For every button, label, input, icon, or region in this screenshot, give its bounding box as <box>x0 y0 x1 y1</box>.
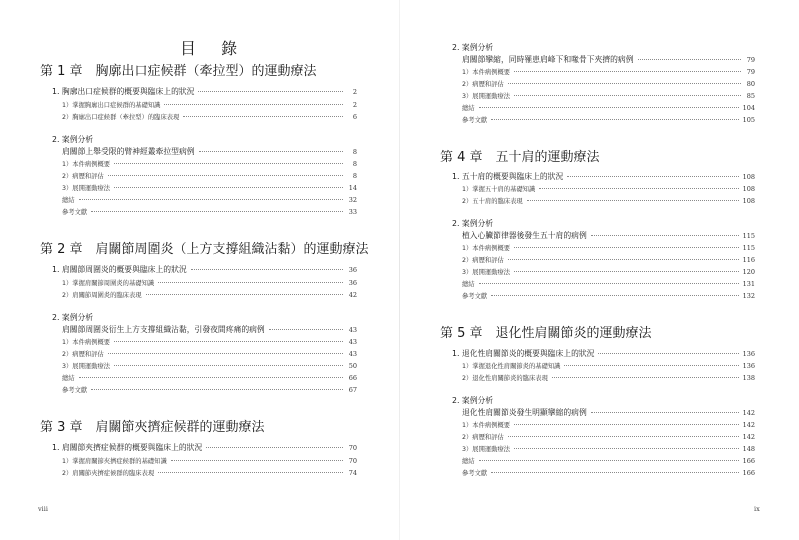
entry-label: 參考文獻 <box>62 387 88 394</box>
entry-label: 總結 <box>462 105 475 112</box>
dot-leader <box>108 353 343 354</box>
toc-entry-ch4-summary[interactable] <box>462 279 755 288</box>
chapter-3-title: 第 3 章 肩關節夾擠症候群的運動療法 <box>40 420 265 435</box>
page-number: 104 <box>742 104 755 112</box>
page-number: 148 <box>742 445 755 453</box>
toc-entry-ch4-overview-item-1[interactable] <box>462 184 755 193</box>
toc-entry-ch3-case-item-3[interactable] <box>462 91 755 100</box>
entry-label: 參考文獻 <box>462 293 488 300</box>
entry-label: 3）展開運動療法 <box>62 185 111 192</box>
toc-entry-ch1-overview[interactable] <box>52 86 357 97</box>
dot-leader <box>114 187 343 188</box>
dot-leader <box>598 353 738 354</box>
ch5-case-heading: 2. 案例分析 <box>452 396 494 405</box>
dot-leader <box>198 91 343 92</box>
dot-leader <box>79 377 343 378</box>
entry-label: 2）胸廓出口症候群（牽拉型）的臨床表現 <box>62 114 180 121</box>
entry-label: 2）退化性肩關節炎的臨床表現 <box>462 375 548 382</box>
chapter-2-title: 第 2 章 肩關節周圍炎（上方支撐組織沾黏）的運動療法 <box>40 242 369 257</box>
dot-leader <box>114 163 343 164</box>
toc-entry-ch4-case-item-1[interactable] <box>462 243 755 252</box>
left-folio: viii <box>38 505 48 513</box>
page-number: 32 <box>348 196 357 204</box>
toc-entry-ch5-references[interactable] <box>462 468 755 477</box>
toc-entry-ch5-overview-item-1[interactable] <box>462 361 755 370</box>
dot-leader <box>479 283 739 284</box>
entry-label: 肩關節上舉受限的臂神經叢牽拉型病例 <box>62 147 195 156</box>
dot-leader <box>552 377 739 378</box>
toc-heading: 目 錄 <box>180 39 248 58</box>
dot-leader <box>146 294 343 295</box>
entry-label: 2）病歷和評估 <box>62 351 104 358</box>
dot-leader <box>108 175 343 176</box>
toc-entry-ch3-case-item-2[interactable] <box>462 79 755 88</box>
toc-entry-ch4-overview[interactable] <box>452 171 755 182</box>
toc-entry-ch1-summary[interactable] <box>62 195 357 204</box>
toc-entry-ch1-case-item-2[interactable] <box>62 171 357 180</box>
ch2-case-heading: 2. 案例分析 <box>52 313 94 322</box>
page-number: 80 <box>746 80 755 88</box>
dot-leader <box>514 95 741 96</box>
page-number: 66 <box>348 374 357 382</box>
entry-label: 2）病歷和評估 <box>62 173 104 180</box>
dot-leader <box>206 447 343 448</box>
entry-label: 1）掌握肩關節夾擠症候群的基礎知識 <box>62 458 167 465</box>
entry-label: 1）本件病例概要 <box>62 339 111 346</box>
dot-leader <box>183 116 343 117</box>
toc-entry-ch2-case-item-1[interactable] <box>62 337 357 346</box>
entry-label: 植入心臟節律器後發生五十肩的病例 <box>462 231 587 240</box>
toc-entry-ch1-case-item-3[interactable] <box>62 183 357 192</box>
toc-entry-ch5-overview-item-2[interactable] <box>462 373 755 382</box>
page-number: 67 <box>348 386 357 394</box>
page-number: 131 <box>742 280 755 288</box>
dot-leader <box>491 472 738 473</box>
page-number: 108 <box>742 197 755 205</box>
left-page <box>0 0 399 540</box>
dot-leader <box>591 412 739 413</box>
entry-label: 總結 <box>62 197 75 204</box>
page-number: 8 <box>352 172 357 180</box>
page-number: 2 <box>352 101 357 109</box>
page-number: 8 <box>352 160 357 168</box>
page-number: 166 <box>742 457 755 465</box>
entry-label: 1）掌握胸廓出口症候群的基礎知識 <box>62 102 161 109</box>
entry-label: 2）五十肩的臨床表現 <box>462 198 523 205</box>
page-number: 70 <box>348 457 357 465</box>
page-number: 142 <box>742 421 755 429</box>
page-number: 120 <box>742 268 755 276</box>
ch1-case-heading: 2. 案例分析 <box>52 135 94 144</box>
toc-entry-ch2-overview[interactable] <box>52 264 357 275</box>
entry-label: 參考文獻 <box>62 209 88 216</box>
entry-label: 總結 <box>462 281 475 288</box>
toc-entry-ch3-case-item-1[interactable] <box>462 67 755 76</box>
page-number: 115 <box>742 244 755 252</box>
page-number: 36 <box>348 266 357 274</box>
toc-entry-ch5-case-item-2[interactable] <box>462 432 755 441</box>
dot-leader <box>479 107 739 108</box>
toc-entry-ch1-overview-item-1[interactable] <box>62 100 357 109</box>
page-number: 105 <box>742 116 755 124</box>
page-number: 132 <box>742 292 755 300</box>
entry-label: 1）本件病例概要 <box>462 245 511 252</box>
entry-label: 1. 退化性肩關節炎的概要與臨床上的狀況 <box>452 349 595 358</box>
entry-label: 1）本件病例概要 <box>462 69 511 76</box>
dot-leader <box>164 104 343 105</box>
entry-label: 1. 肩關節周圍炎的概要與臨床上的狀況 <box>52 265 187 274</box>
dot-leader <box>514 247 738 248</box>
page-number: 136 <box>742 362 755 370</box>
toc-entry-ch5-case-item-3[interactable] <box>462 444 755 453</box>
dot-leader <box>158 472 343 473</box>
entry-label: 1）掌握五十肩的基礎知識 <box>462 186 536 193</box>
dot-leader <box>514 448 738 449</box>
dot-leader <box>514 71 741 72</box>
entry-label: 1）掌握退化性肩關節炎的基礎知識 <box>462 363 561 370</box>
dot-leader <box>591 235 739 236</box>
toc-entry-ch4-overview-item-2[interactable] <box>462 196 755 205</box>
entry-label: 1. 肩關節夾擠症候群的概要與臨床上的狀況 <box>52 443 203 452</box>
dot-leader <box>491 119 738 120</box>
toc-entry-ch3-case[interactable] <box>462 54 755 65</box>
toc-entry-ch5-case-item-1[interactable] <box>462 420 755 429</box>
dot-leader <box>191 269 343 270</box>
ch4-case-heading: 2. 案例分析 <box>452 219 494 228</box>
entry-label: 3）展開運動療法 <box>462 446 511 453</box>
page-number: 8 <box>352 148 357 156</box>
chapter-1-title: 第 1 章 胸廓出口症候群（牽拉型）的運動療法 <box>40 64 317 79</box>
page-number: 43 <box>348 350 357 358</box>
dot-leader <box>171 460 343 461</box>
dot-leader <box>539 188 738 189</box>
entry-label: 參考文獻 <box>462 117 488 124</box>
dot-leader <box>479 460 739 461</box>
entry-label: 肩關節周圍炎衍生上方支撐組織沾黏，引發夜間疼痛的病例 <box>62 325 265 334</box>
page-number: 116 <box>742 256 755 264</box>
page-number: 33 <box>348 208 357 216</box>
toc-entry-ch3-summary[interactable] <box>462 103 755 112</box>
page-number: 142 <box>742 409 755 417</box>
entry-label: 2）肩關節夾擠症候群的臨床表現 <box>62 470 155 477</box>
page-number: 43 <box>348 326 357 334</box>
page-number: 50 <box>348 362 357 370</box>
toc-entry-ch2-references[interactable] <box>62 385 357 394</box>
chapter-5-title: 第 5 章 退化性肩關節炎的運動療法 <box>440 326 652 341</box>
page-number: 115 <box>742 232 755 240</box>
page-number: 43 <box>348 338 357 346</box>
page-number: 138 <box>742 374 755 382</box>
dot-leader <box>508 259 739 260</box>
toc-entry-ch2-case-item-3[interactable] <box>62 361 357 370</box>
toc-entry-ch5-case[interactable] <box>462 407 755 418</box>
page-number: 42 <box>348 291 357 299</box>
page-number: 14 <box>348 184 357 192</box>
toc-entry-ch5-overview[interactable] <box>452 348 755 359</box>
page-number: 2 <box>352 88 357 96</box>
toc-entry-ch3-references[interactable] <box>462 115 755 124</box>
entry-label: 3）展開運動療法 <box>462 93 511 100</box>
entry-label: 1）掌握肩關節周圍炎的基礎知識 <box>62 280 155 287</box>
toc-entry-ch2-overview-item-1[interactable] <box>62 278 357 287</box>
toc-entry-ch2-case-item-2[interactable] <box>62 349 357 358</box>
toc-entry-ch1-overview-item-2[interactable] <box>62 112 357 121</box>
entry-label: 3）展開運動療法 <box>462 269 511 276</box>
dot-leader <box>508 436 739 437</box>
entry-label: 1. 胸廓出口症候群的概要與臨床上的狀況 <box>52 87 195 96</box>
page-number: 166 <box>742 469 755 477</box>
toc-entry-ch3-overview-item-2[interactable] <box>62 468 357 477</box>
page-number: 79 <box>746 56 755 64</box>
entry-label: 3）展開運動療法 <box>62 363 111 370</box>
page-number: 108 <box>742 173 755 181</box>
dot-leader <box>514 424 738 425</box>
dot-leader <box>199 151 343 152</box>
ch3-case-heading: 2. 案例分析 <box>452 43 494 52</box>
entry-label: 2）病歷和評估 <box>462 257 504 264</box>
page-number: 108 <box>742 185 755 193</box>
dot-leader <box>269 329 343 330</box>
chapter-4-title: 第 4 章 五十肩的運動療法 <box>440 150 600 165</box>
entry-label: 總結 <box>462 458 475 465</box>
toc-entry-ch2-summary[interactable] <box>62 373 357 382</box>
page-number: 85 <box>746 92 755 100</box>
page-number: 74 <box>348 469 357 477</box>
dot-leader <box>91 211 343 212</box>
page-number: 70 <box>348 444 357 452</box>
toc-entry-ch4-references[interactable] <box>462 291 755 300</box>
dot-leader <box>567 176 738 177</box>
entry-label: 1）本件病例概要 <box>462 422 511 429</box>
toc-entry-ch2-case[interactable] <box>62 324 357 335</box>
page-number: 142 <box>742 433 755 441</box>
page-number: 36 <box>348 279 357 287</box>
toc-entry-ch5-summary[interactable] <box>462 456 755 465</box>
entry-label: 1. 五十肩的概要與臨床上的狀況 <box>452 172 564 181</box>
dot-leader <box>527 200 739 201</box>
right-page <box>400 0 799 540</box>
toc-entry-ch4-case-item-2[interactable] <box>462 255 755 264</box>
entry-label: 1）本件病例概要 <box>62 161 111 168</box>
toc-entry-ch1-case-item-1[interactable] <box>62 159 357 168</box>
entry-label: 肩關節攣縮，同時罹患肩峰下和喙骨下夾擠的病例 <box>462 55 634 64</box>
entry-label: 總結 <box>62 375 75 382</box>
dot-leader <box>508 83 741 84</box>
toc-entry-ch2-overview-item-2[interactable] <box>62 290 357 299</box>
dot-leader <box>91 389 343 390</box>
entry-label: 退化性肩關節炎發生明顯攣縮的病例 <box>462 408 587 417</box>
dot-leader <box>491 295 738 296</box>
dot-leader <box>79 199 343 200</box>
entry-label: 2）病歷和評估 <box>462 81 504 88</box>
entry-label: 參考文獻 <box>462 470 488 477</box>
toc-entry-ch4-case[interactable] <box>462 230 755 241</box>
dot-leader <box>638 59 741 60</box>
right-folio: ix <box>754 505 760 513</box>
page-number: 79 <box>746 68 755 76</box>
toc-entry-ch3-overview-item-1[interactable] <box>62 456 357 465</box>
dot-leader <box>514 271 738 272</box>
page-number: 136 <box>742 350 755 358</box>
entry-label: 2）肩關節周圍炎的臨床表現 <box>62 292 142 299</box>
page-number: 6 <box>352 113 357 121</box>
dot-leader <box>158 282 343 283</box>
dot-leader <box>114 341 343 342</box>
dot-leader <box>114 365 343 366</box>
toc-entry-ch3-overview[interactable] <box>52 442 357 453</box>
entry-label: 2）病歷和評估 <box>462 434 504 441</box>
toc-entry-ch1-case[interactable] <box>62 146 357 157</box>
toc-entry-ch4-case-item-3[interactable] <box>462 267 755 276</box>
toc-entry-ch1-references[interactable] <box>62 207 357 216</box>
dot-leader <box>564 365 738 366</box>
